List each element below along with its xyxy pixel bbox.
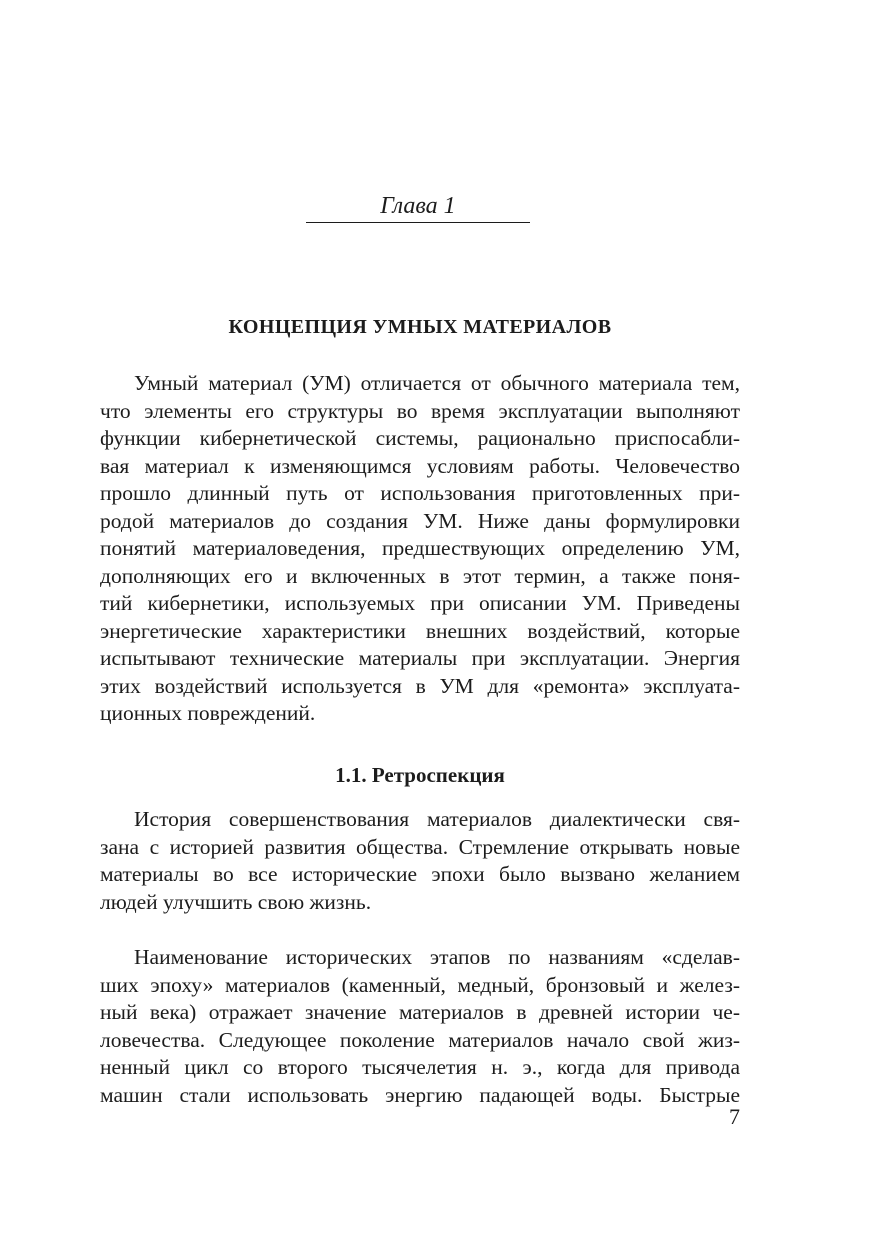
text-line: ционных повреждений. — [100, 701, 316, 725]
text-line: вая материал к изменяющимся условиям работы. Человечество — [100, 453, 740, 478]
text-line: История совершенствования материалов диалектически свя- — [134, 807, 740, 831]
text-line: материалы во все исторические эпохи было вызвано желанием — [100, 862, 740, 886]
text-line: машин стали использовать энергию падающей воды. Быстрые — [100, 1082, 740, 1107]
text-line: Умный материал (УМ) отличается от обычного материала тем, — [134, 371, 740, 395]
page-number: 7 — [729, 1104, 740, 1129]
chapter-label-underline — [306, 222, 530, 223]
text-line: этих воздействий используется в УМ для «ремонта» эксплуата- — [100, 673, 740, 698]
text-line: функции кибернетической системы, рационально приспосабли- — [100, 426, 740, 450]
text-line: ших эпоху» материалов (каменный, медный, бронзовый и желез- — [100, 972, 740, 997]
text-line: Наименование исторических этапов по названиям «сделав- — [134, 945, 740, 969]
text-line: ный века) отражает значение материалов в древней истории че- — [100, 1000, 740, 1024]
text-line: испытывают технические материалы при эксплуатации. Энергия — [100, 646, 740, 670]
text-line: прошло длинный путь от использования приготовленных при- — [100, 481, 740, 505]
text-line: зана с историей развития общества. Стремление открывать новые — [100, 834, 740, 859]
text-line: что элементы его структуры во время эксплуатации выполняют — [100, 398, 740, 423]
text-line: дополняющих его и включенных в этот термин, а также поня- — [100, 563, 740, 588]
chapter-title: КОНЦЕПЦИЯ УМНЫХ МАТЕРИАЛОВ — [228, 316, 612, 338]
text-line: ловечества. Следующее поколение материалов начало свой жиз- — [100, 1027, 740, 1052]
text-line: родой материалов до создания УМ. Ниже даны формулировки — [100, 508, 740, 533]
text-line: понятий материаловедения, предшествующих определению УМ, — [100, 536, 740, 560]
text-line: тий кибернетики, используемых при описании УМ. Приведены — [100, 591, 740, 615]
section-title: 1.1. Ретроспекция — [335, 763, 505, 787]
text-line: людей улучшить свою жизнь. — [100, 889, 372, 914]
intro-paragraph — [100, 370, 740, 728]
text-line: ненный цикл со второго тысячелетия н. э., когда для привода — [100, 1055, 740, 1079]
section-paragraph — [100, 944, 740, 1109]
chapter-label: Глава 1 — [380, 193, 456, 219]
section-paragraph — [100, 806, 740, 916]
text-line: энергетические характеристики внешних воздействий, которые — [100, 618, 740, 643]
